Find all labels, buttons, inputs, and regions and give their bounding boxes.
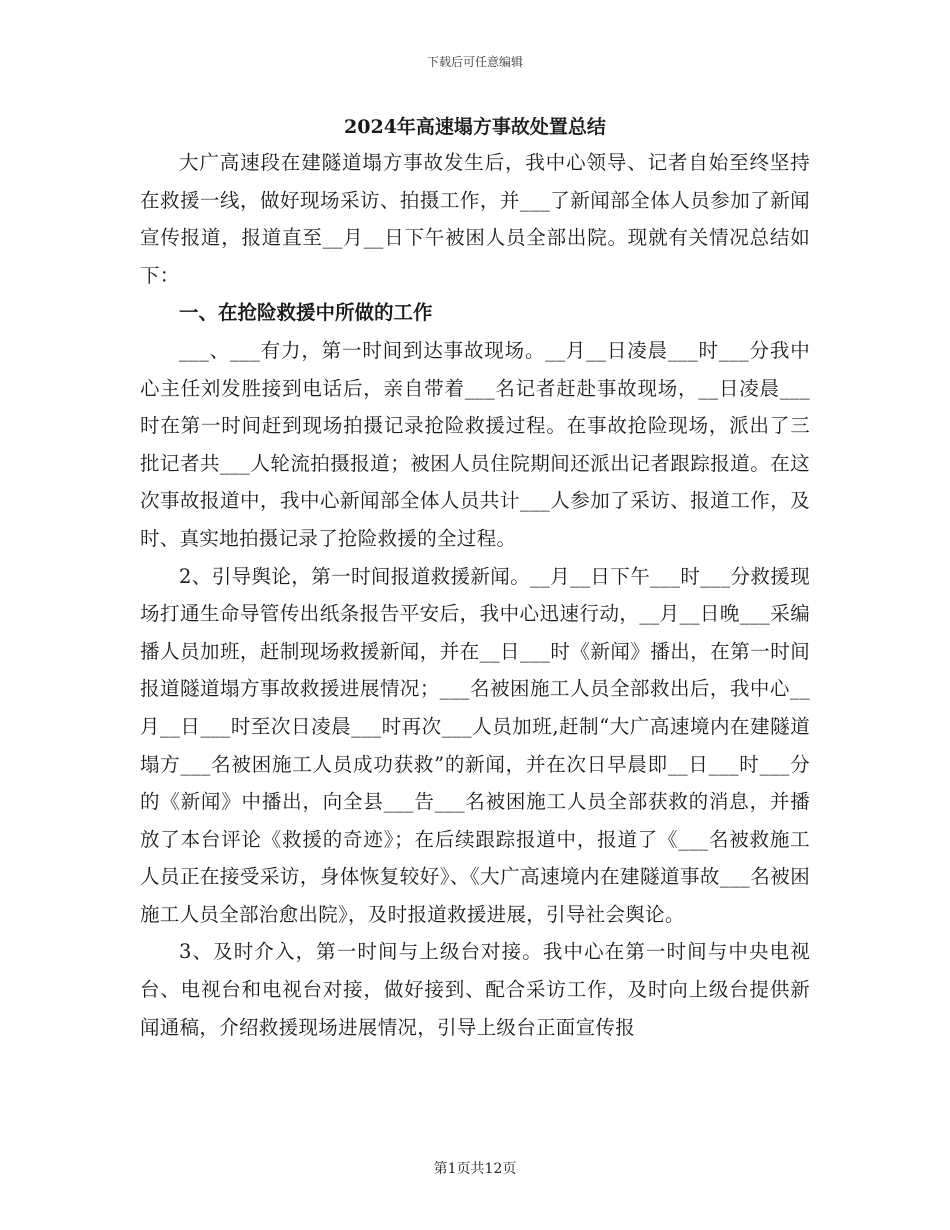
document-body (140, 110, 810, 1046)
paragraph-item-3: 3、及时介入，第一时间与上级台对接。我中心在第一时间与中央电视台、电视台和电视台对接，做好接到、配合采访工作，及时向上级台提供新闻通稿，介绍救援现场进展情况，引导上级台正面宣传报 (140, 940, 810, 1039)
document-title: 2024年高速塌方事故处置总结 (344, 116, 606, 138)
page-header: 下载后可任意编辑 (426, 55, 523, 69)
section-heading: 一、在抢险救援中所做的工作 (179, 301, 433, 325)
page-footer: 第1页共12页 (433, 1161, 517, 1177)
paragraph-item-1: ___、___有力，第一时间到达事故现场。__月__日凌晨___时___分我中心主任刘发胜接到电话后，亲自带着___名记者赶赴事故现场，__日凌晨___时在第一时间赶到现场拍摄记录抢险救援过程。在事故抢险现场，派出了三批记者共___人轮流拍摄报道；被困人员住院期间还派出记者跟踪报道。在这次事故报道中，我中心新闻部全体人员共计___人参加了采访、报道工作，及时、真实地拍摄记录了抢险救援的全过程。 (140, 338, 810, 550)
paragraph-item-2: 2、引导舆论，第一时间报道救援新闻。__月__日下午___时___分救援现场打通生命导管传出纸条报告平安后，我中心迅速行动，__月__日晚___采编播人员加班，赶制现场救援新闻，并在__日___时《新闻》播出，在第一时间报道隧道塌方事故救援进展情况；___名被困施工人员全部救出后，我中心__月__日___时至次日凌晨___时再次___人员加班,赶制“大广高速境内在建隧道塌方___名被困施工人员成功获救”的新闻，并在次日早晨即__日___时___分的《新闻》中播出，向全县___告___名被困施工人员全部获救的消息，并播放了本台评论《救援的奇迹》；在后续跟踪报道中，报道了《___名被救施工人员正在接受采访，身体恢复较好》、《大广高速境内在建隧道事故___名被困施工人员全部治愈出院》，及时报道救援进展，引导社会舆论。 (140, 564, 810, 926)
intro-paragraph: 大广高速段在建隧道塌方事故发生后，我中心领导、记者自始至终坚持在救援一线，做好现场采访、拍摄工作，并___了新闻部全体人员参加了新闻宣传报道，报道直至__月__日下午被困人员全部出院。现就有关情况总结如下： (140, 151, 810, 287)
